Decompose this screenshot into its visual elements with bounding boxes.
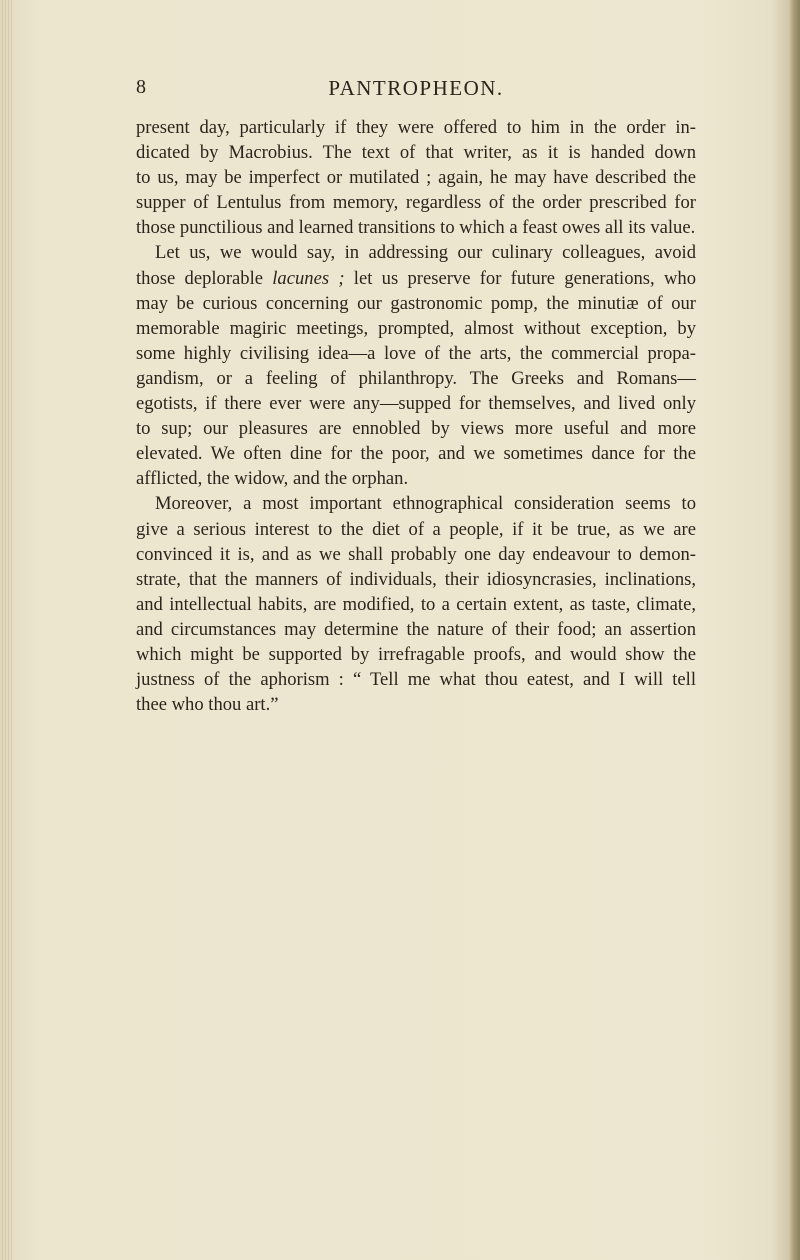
running-title: PANTROPHEON. [328,76,504,100]
text-line: supper of Lentulus from memory, regardless of the order prescribed for [136,192,696,214]
text-line: egotists, if there ever were any—supped for themselves, and lived only [136,393,696,415]
text-line: to us, may be imperfect or mutilated ; again, he may have described the [136,167,696,189]
text-line: memorable magiric meetings, prompted, almost without exception, by [136,317,696,339]
page-number: 8 [136,76,147,98]
text-line: Moreover, a most important ethnographical consideration seems to [155,493,696,515]
text-line: dicated by Macrobius. The text of that writer, as it is handed down [136,142,696,164]
text-line: justness of the aphorism : “ Tell me what thou eatest, and I will tell [136,669,696,691]
text-line [136,266,696,291]
text-line: may be curious concerning our gastronomic pomp, the minutiæ of our [136,292,696,314]
text-line: which might be supported by irrefragable proofs, and would show the [136,643,696,665]
text-line: convinced it is, and as we shall probably one day endeavour to demon- [136,543,696,565]
text-span: those deplorable [136,267,273,289]
text-span: let us preserve for future generations, who [344,267,696,289]
text-line: give a serious interest to the diet of a people, if it be true, as we are [136,518,696,540]
italic-term: lacunes ; [272,267,345,289]
page-right-edge [788,0,800,1260]
page-header [136,76,696,106]
text-line: gandism, or a feeling of philanthropy. The Greeks and Romans— [136,367,696,389]
text-line: and intellectual habits, are modified, to a certain extent, as taste, climate, [136,593,696,615]
text-line: strate, that the manners of individuals, their idiosyncrasies, inclinations, [136,568,696,590]
text-line: present day, particularly if they were offered to him in the order in- [136,117,696,138]
text-line: some highly civilising idea—a love of the arts, the commercial propa- [136,342,696,364]
text-line: afflicted, the widow, and the orphan. [136,468,409,490]
page-left-edge [0,0,14,1260]
text-line: thee who thou art.” [136,694,279,716]
text-line: those punctilious and learned transitions to which a feast owes all its value. [136,217,696,239]
text-line: to sup; our pleasures are ennobled by views more useful and more [136,418,696,440]
text-line: elevated. We often dine for the poor, and we sometimes dance for the [136,443,696,465]
text-line: and circumstances may determine the nature of their food; an assertion [136,618,696,640]
text-line: Let us, we would say, in addressing our culinary colleagues, avoid [155,242,696,264]
body-text [136,115,696,717]
